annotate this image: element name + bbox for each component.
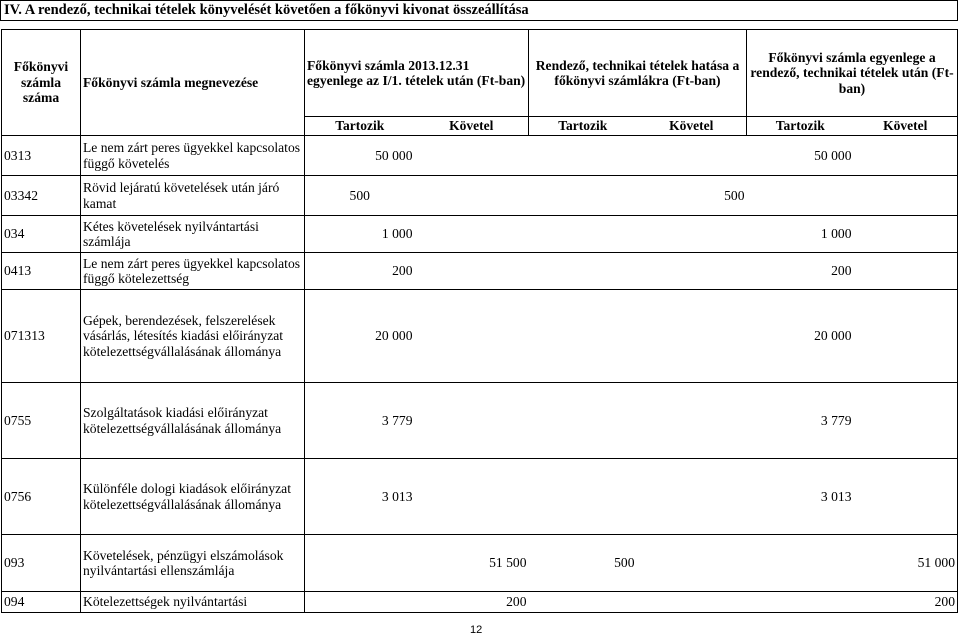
balance-after-credit — [854, 290, 958, 383]
account-code: 094 — [2, 592, 81, 613]
account-code: 071313 — [2, 290, 81, 383]
balance-after-debit: 200 — [747, 253, 854, 290]
adjustment-debit — [529, 459, 637, 535]
table-row — [2, 253, 958, 290]
page-number: 12 — [470, 624, 483, 636]
adjustment-debit — [529, 592, 637, 613]
balance-after-credit — [854, 459, 958, 535]
balance-after-debit: 1 000 — [747, 216, 854, 253]
account-name: Gépek, berendezések, felszerelések vásárlás, létesítés kiadási előirányzat kötelezettségvállalásának állománya — [81, 290, 305, 383]
header-balance-after-debit: Tartozik — [747, 117, 854, 136]
balance-after-debit: 50 000 — [747, 136, 854, 176]
account-name: Különféle dologi kiadások előirányzat kötelezettségvállalásának állománya — [81, 459, 305, 535]
balance-before-credit — [415, 383, 529, 459]
balance-before-debit — [305, 535, 415, 592]
adjustment-credit: 500 — [637, 176, 747, 216]
header-balance-after: Főkönyvi számla egyenlege a rendező, technikai tételek után (Ft-ban) — [747, 30, 958, 117]
balance-before-credit: 200 — [415, 592, 529, 613]
balance-after-debit: 3 013 — [747, 459, 854, 535]
account-code: 0755 — [2, 383, 81, 459]
account-code: 093 — [2, 535, 81, 592]
adjustment-debit — [529, 136, 637, 176]
balance-after-debit — [747, 176, 854, 216]
header-adjustments: Rendező, technikai tételek hatása a főkönyvi számlákra (Ft-ban) — [529, 30, 747, 117]
adjustment-debit — [529, 216, 637, 253]
table-row — [2, 216, 958, 253]
header-balance-before: Főkönyvi számla 2013.12.31 egyenlege az I/1. tételek után (Ft-ban) — [305, 30, 529, 117]
account-name: Kötelezettségek nyilvántartási — [81, 592, 305, 613]
balance-after-debit — [747, 592, 854, 613]
balance-before-debit: 1 000 — [305, 216, 415, 253]
account-name: Szolgáltatások kiadási előirányzat kötelezettségvállalásának állománya — [81, 383, 305, 459]
balance-before-debit: 20 000 — [305, 290, 415, 383]
balance-before-debit: 500 — [305, 176, 415, 216]
balance-before-debit: 3 013 — [305, 459, 415, 535]
section-title: IV. A rendező, technikai tételek könyvelését követően a főkönyvi kivonat összeállítása — [0, 0, 958, 21]
adjustment-credit — [637, 592, 747, 613]
adjustment-debit — [529, 176, 637, 216]
header-adjustments-debit: Tartozik — [529, 117, 637, 136]
balance-before-credit: 51 500 — [415, 535, 529, 592]
header-balance-after-credit: Követel — [854, 117, 958, 136]
ledger-table — [1, 29, 958, 613]
adjustment-credit — [637, 535, 747, 592]
header-account-name: Főkönyvi számla megnevezése — [81, 30, 305, 136]
adjustment-debit: 500 — [529, 535, 637, 592]
adjustment-debit — [529, 383, 637, 459]
balance-before-credit — [415, 459, 529, 535]
table-row — [2, 592, 958, 613]
balance-after-credit — [854, 216, 958, 253]
table-row — [2, 136, 958, 176]
header-adjustments-credit: Követel — [637, 117, 747, 136]
account-name: Rövid lejáratú követelések után járó kamat — [81, 176, 305, 216]
balance-after-credit — [854, 176, 958, 216]
account-code: 03342 — [2, 176, 81, 216]
balance-after-credit — [854, 253, 958, 290]
balance-after-debit: 3 779 — [747, 383, 854, 459]
balance-after-credit: 200 — [854, 592, 958, 613]
adjustment-credit — [637, 459, 747, 535]
table-row — [2, 535, 958, 592]
account-code: 0313 — [2, 136, 81, 176]
adjustment-credit — [637, 290, 747, 383]
adjustment-credit — [637, 216, 747, 253]
balance-before-credit — [415, 216, 529, 253]
header-balance-before-debit: Tartozik — [305, 117, 415, 136]
balance-after-credit — [854, 136, 958, 176]
account-name: Le nem zárt peres ügyekkel kapcsolatos függő követelés — [81, 136, 305, 176]
balance-before-debit — [305, 592, 415, 613]
header-account-number: Főkönyvi számla száma — [2, 30, 81, 136]
balance-before-credit — [415, 290, 529, 383]
balance-before-credit — [415, 136, 529, 176]
adjustment-debit — [529, 253, 637, 290]
adjustment-credit — [637, 383, 747, 459]
table-row — [2, 459, 958, 535]
balance-after-debit: 20 000 — [747, 290, 854, 383]
account-code: 034 — [2, 216, 81, 253]
account-code: 0756 — [2, 459, 81, 535]
header-balance-before-credit: Követel — [415, 117, 529, 136]
adjustment-credit — [637, 136, 747, 176]
account-name: Le nem zárt peres ügyekkel kapcsolatos függő kötelezettség — [81, 253, 305, 290]
balance-before-credit — [415, 253, 529, 290]
balance-before-credit — [415, 176, 529, 216]
table-row — [2, 383, 958, 459]
account-name: Kétes követelések nyilvántartási számlája — [81, 216, 305, 253]
balance-before-debit: 200 — [305, 253, 415, 290]
table-row — [2, 176, 958, 216]
balance-after-credit — [854, 383, 958, 459]
account-code: 0413 — [2, 253, 81, 290]
balance-after-credit: 51 000 — [854, 535, 958, 592]
account-name: Követelések, pénzügyi elszámolások nyilvántartási ellenszámlája — [81, 535, 305, 592]
balance-before-debit: 3 779 — [305, 383, 415, 459]
adjustment-debit — [529, 290, 637, 383]
adjustment-credit — [637, 253, 747, 290]
balance-before-debit: 50 000 — [305, 136, 415, 176]
table-row — [2, 290, 958, 383]
balance-after-debit — [747, 535, 854, 592]
